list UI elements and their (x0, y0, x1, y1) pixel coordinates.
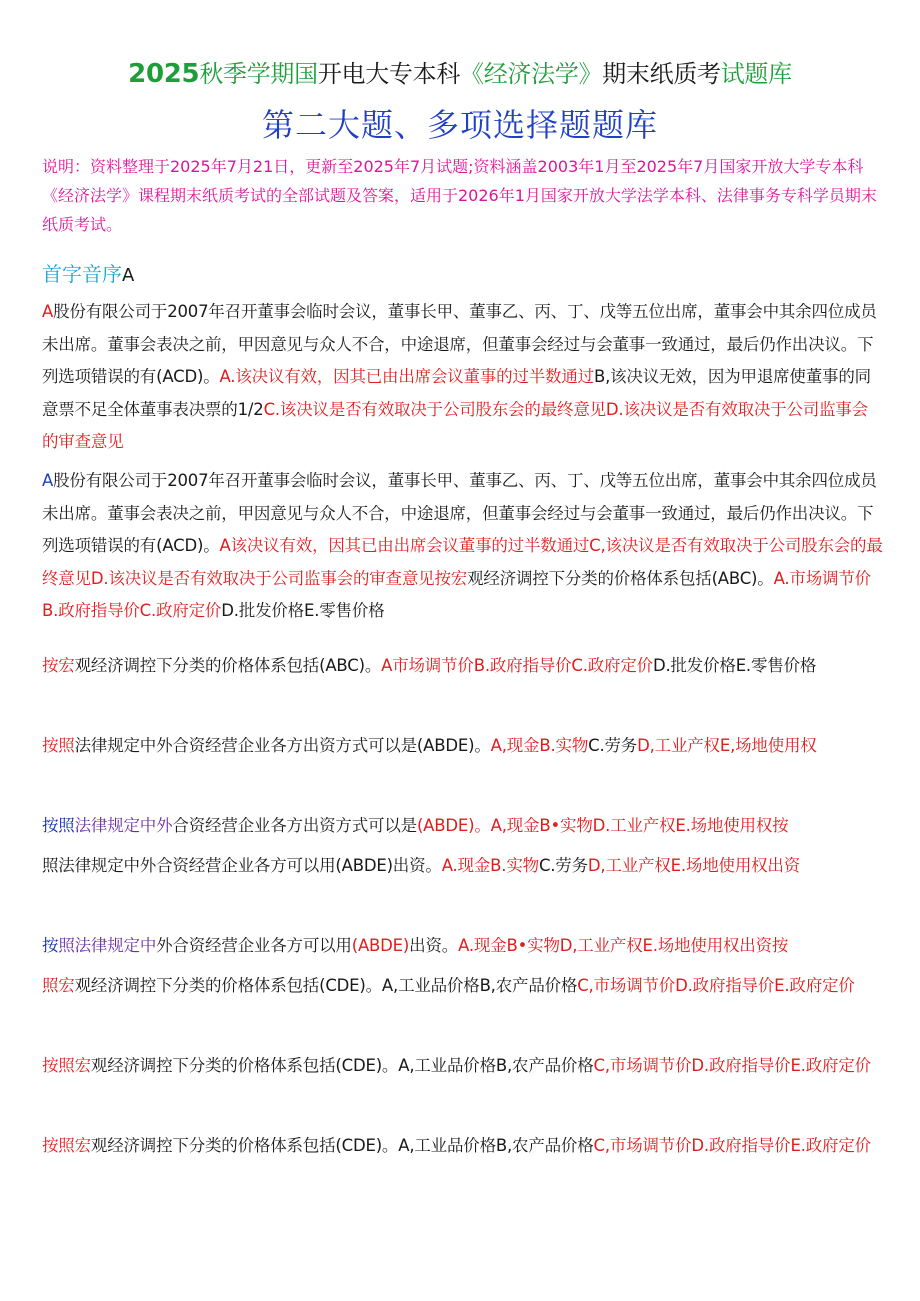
question-option: A,现金B•实物D.工业产权E.场地使用权按 (490, 816, 789, 835)
question-lead: 按照 (42, 736, 75, 755)
question-option: B,该决议无效，因为甲退席使董事的同意票不足全体董事表决票的1/2 (42, 367, 871, 419)
question-option: C,市场调节价D.政府指导价E.政府定价 (593, 1056, 871, 1075)
question-stem: 合资经营企业各方出资方式可以是 (172, 816, 417, 835)
question-item (42, 926, 884, 966)
question-option: C.劳务 (588, 736, 638, 755)
question-option: A该决议有效，因其已由出席会议董事的过半数通过C,该决议是否有效取决于公司股东会的最终意见D.该决议是否有效取决于公司监事会的审查意见按宏 (42, 536, 883, 588)
question-option: D,工业产权E.场地使用权出资 (587, 856, 801, 875)
title-bank: 试题库 (720, 60, 792, 88)
question-item (42, 806, 884, 846)
question-option: C.劳务 (538, 856, 588, 875)
question-item (42, 726, 884, 766)
question-option: A.市场调节价B.政府指导价C.政府定价 (42, 568, 871, 620)
question-lead: A (42, 471, 54, 490)
question-option: C,市场调节价D.政府指导价E.政府定价 (577, 976, 855, 995)
question-option: C.该决议是否有效取决于公司股东会的最终意见D.该决议是否有效取决于公司监事会的审查意见 (42, 399, 868, 451)
question-answer: (ABDE) (351, 936, 410, 955)
question-stem: 出资。 (409, 936, 459, 955)
page-subtitle: 第二大题、多项选择题题库 (261, 106, 658, 144)
question-lead: 按 (42, 936, 59, 955)
question-item (42, 646, 884, 686)
question-option: A.现金B•实物D,工业产权E.场地使用权出资按 (458, 936, 789, 955)
question-stem: 照法律规定中外合资经营企业各方可以用(ABDE)出资。 (42, 856, 442, 875)
title-school: 开电大专本科 (317, 60, 461, 88)
title-exam: 期末纸质考 (602, 60, 721, 88)
question-item (42, 966, 884, 1006)
question-lead: 按照宏 (42, 1136, 91, 1155)
question-item (42, 1126, 884, 1166)
question-stem: 股份有限公司于2007年召开董事会临时会议，董事长甲、董事乙、丙、丁、戊等五位出席，董事会中其余四位成员未出席。董事会表决之前，甲因意见与众人不合，中途退席，但董事会经过与会董事一致通过，最后仍作出决议。下列选项错误的有(ACD)。 (42, 471, 877, 555)
question-stem: 观经济调控下分类的价格体系包括(CDE)。A,工业品价格B,农产品价格 (74, 976, 578, 995)
question-stem: 外合资经营企业各方可以用 (156, 936, 352, 955)
question-item (42, 846, 884, 886)
question-stem: 观经济调控下分类的价格体系包括(ABC)。 (74, 656, 382, 675)
question-option: D.批发价格E.零售价格 (652, 656, 817, 675)
document-title (0, 56, 920, 92)
question-stem: 观经济调控下分类的价格体系包括(CDE)。A,工业品价格B,农产品价格 (90, 1136, 594, 1155)
question-item (42, 1046, 884, 1086)
question-stem: 股份有限公司于2007年召开董事会临时会议，董事长甲、董事乙、丙、丁、戊等五位出席，董事会中其余四位成员未出席。董事会表决之前，甲因意见与众人不合，中途退席，但董事会经过与会董事一致通过，最后仍作出决议。下列选项错误的有(ACD)。 (42, 302, 877, 386)
section-heading (42, 258, 134, 292)
description-note: 说明：资料整理于2025年7月21日，更新至2025年7月试题;资料涵盖2003年1月至2025年7月国家开放大学专本科《经济法学》课程期末纸质考试的全部试题及答案，适用于2026年1月国家开放大学法学本科、法律事务专科学员期末纸质考试。 (42, 157, 877, 234)
question-option: D.批发价格E.零售价格 (221, 601, 385, 620)
question-option: A市场调节价B.政府指导价C.政府定价 (381, 656, 653, 675)
question-option: D,工业产权E,场地使用权 (637, 736, 817, 755)
question-stem: 观经济调控下分类的价格体系包括(ABC)。 (467, 568, 774, 588)
title-term: 秋季学期国 (199, 60, 318, 88)
question-stem: 法律规定中外合资经营企业各方出资方式可以是(ABDE)。 (74, 736, 491, 755)
question-item (42, 465, 884, 628)
section-letter: A (122, 265, 135, 286)
question-lead: 法律规定中外 (74, 816, 173, 835)
title-year: 2025 (128, 59, 200, 89)
question-lead: 按宏 (42, 656, 75, 675)
question-lead: A (42, 302, 54, 321)
question-option: A,现金B.实物 (490, 736, 589, 755)
question-option: A.现金B.实物 (441, 856, 539, 875)
title-course: 《经济法学》 (460, 60, 603, 88)
question-lead: 按照宏 (42, 1056, 91, 1075)
question-stem: 观经济调控下分类的价格体系包括(CDE)。A,工业品价格B,农产品价格 (90, 1056, 594, 1075)
question-option: C,市场调节价D.政府指导价E.政府定价 (593, 1136, 871, 1155)
question-lead: 照宏 (42, 976, 75, 995)
question-lead: 按照 (42, 816, 75, 835)
question-item (42, 296, 884, 459)
question-answer: (ABDE)。 (416, 816, 491, 835)
question-option: A.该决议有效，因其已由出席会议董事的过半数通过 (219, 367, 594, 386)
section-label: 首字音序 (42, 262, 122, 286)
question-lead: 照法律规定中 (58, 936, 157, 955)
